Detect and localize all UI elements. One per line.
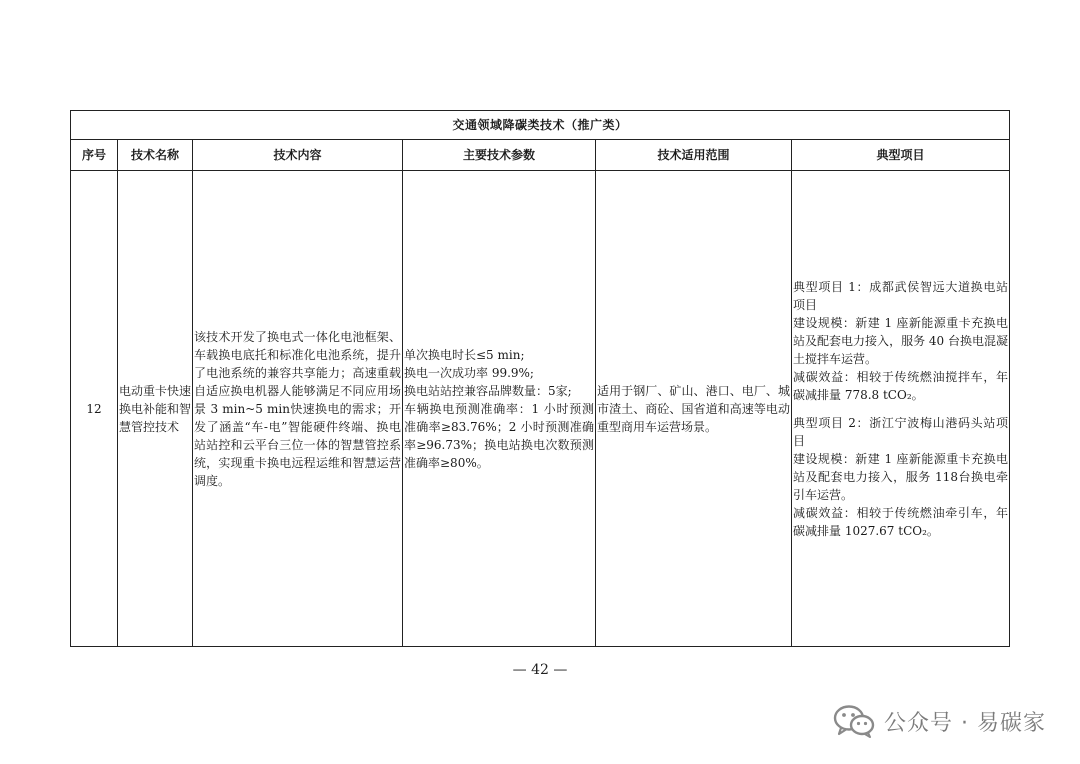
header-typical-projects: 典型项目 bbox=[792, 140, 1010, 171]
project-title: 典型项目 1：成都武侯智远大道换电站项目 bbox=[793, 279, 1009, 312]
typical-project-1 bbox=[793, 278, 1008, 404]
parameter-line: 单次换电时长≤5 min; bbox=[404, 347, 525, 362]
tech-content-text: 该技术开发了换电式一体化电池框架、车载换电底托和标准化电池系统，提升了电池系统的兼容共享能力；高速重载自适应换电机器人能够满足不同应用场景 3 min~5 min快速换电的需求；开发了涵盖“车-电”智能硬件终端、换电站站控和云平台三位一体的智慧管控系统，实现重卡换电远程运维和智慧运营调度。 bbox=[194, 329, 401, 488]
row-projects bbox=[792, 171, 1010, 647]
tech-name-text: 电动重卡快速换电补能和智慧管控技术 bbox=[119, 383, 192, 434]
header-tech-content: 技术内容 bbox=[193, 140, 403, 171]
header-main-parameters: 主要技术参数 bbox=[403, 140, 596, 171]
technology-table bbox=[70, 110, 1010, 647]
row-tech-content bbox=[193, 171, 403, 647]
page-number: — 42 — bbox=[512, 662, 568, 678]
row-number: 12 bbox=[71, 171, 118, 647]
table-row bbox=[71, 171, 1010, 647]
watermark-text: 公众号 · 易碳家 bbox=[884, 710, 1046, 736]
wechat-icon bbox=[832, 704, 876, 738]
project-title: 典型项目 2：浙江宁波梅山港码头站项目 bbox=[793, 415, 1009, 448]
header-number: 序号 bbox=[71, 140, 118, 171]
row-scope bbox=[596, 171, 792, 647]
parameters-list bbox=[403, 346, 595, 472]
typical-project-2 bbox=[793, 414, 1008, 540]
table-title: 交通领域降碳类技术（推广类） bbox=[71, 111, 1010, 140]
parameter-line: 换电一次成功率 99.9%; bbox=[404, 365, 534, 380]
project-benefit: 减碳效益：相较于传统燃油搅拌车，年碳减排量 778.8 tCO₂。 bbox=[793, 369, 1009, 402]
header-tech-name: 技术名称 bbox=[118, 140, 193, 171]
scope-text: 适用于钢厂、矿山、港口、电厂、城市渣土、商砼、国省道和高速等电动重型商用车运营场景。 bbox=[597, 383, 790, 434]
project-scale: 建设规模：新建 1 座新能源重卡充换电站及配套电力接入，服务 118台换电牵引车运营。 bbox=[793, 451, 1009, 502]
parameter-line: 车辆换电预测准确率：1 小时预测准确率≥83.76%；2 小时预测准确率≥96.73%；换电站换电次数预测准确率≥80%。 bbox=[404, 401, 594, 470]
project-scale: 建设规模：新建 1 座新能源重卡充换电站及配套电力接入，服务 40 台换电混凝土搅拌车运营。 bbox=[793, 315, 1009, 366]
row-parameters bbox=[403, 171, 596, 647]
parameter-line: 换电站站控兼容品牌数量：5家; bbox=[404, 383, 572, 398]
project-benefit: 减碳效益：相较于传统燃油牵引车，年碳减排量 1027.67 tCO₂。 bbox=[793, 505, 1009, 538]
watermark bbox=[832, 704, 1046, 738]
header-application-scope: 技术适用范围 bbox=[596, 140, 792, 171]
row-tech-name bbox=[118, 171, 193, 647]
